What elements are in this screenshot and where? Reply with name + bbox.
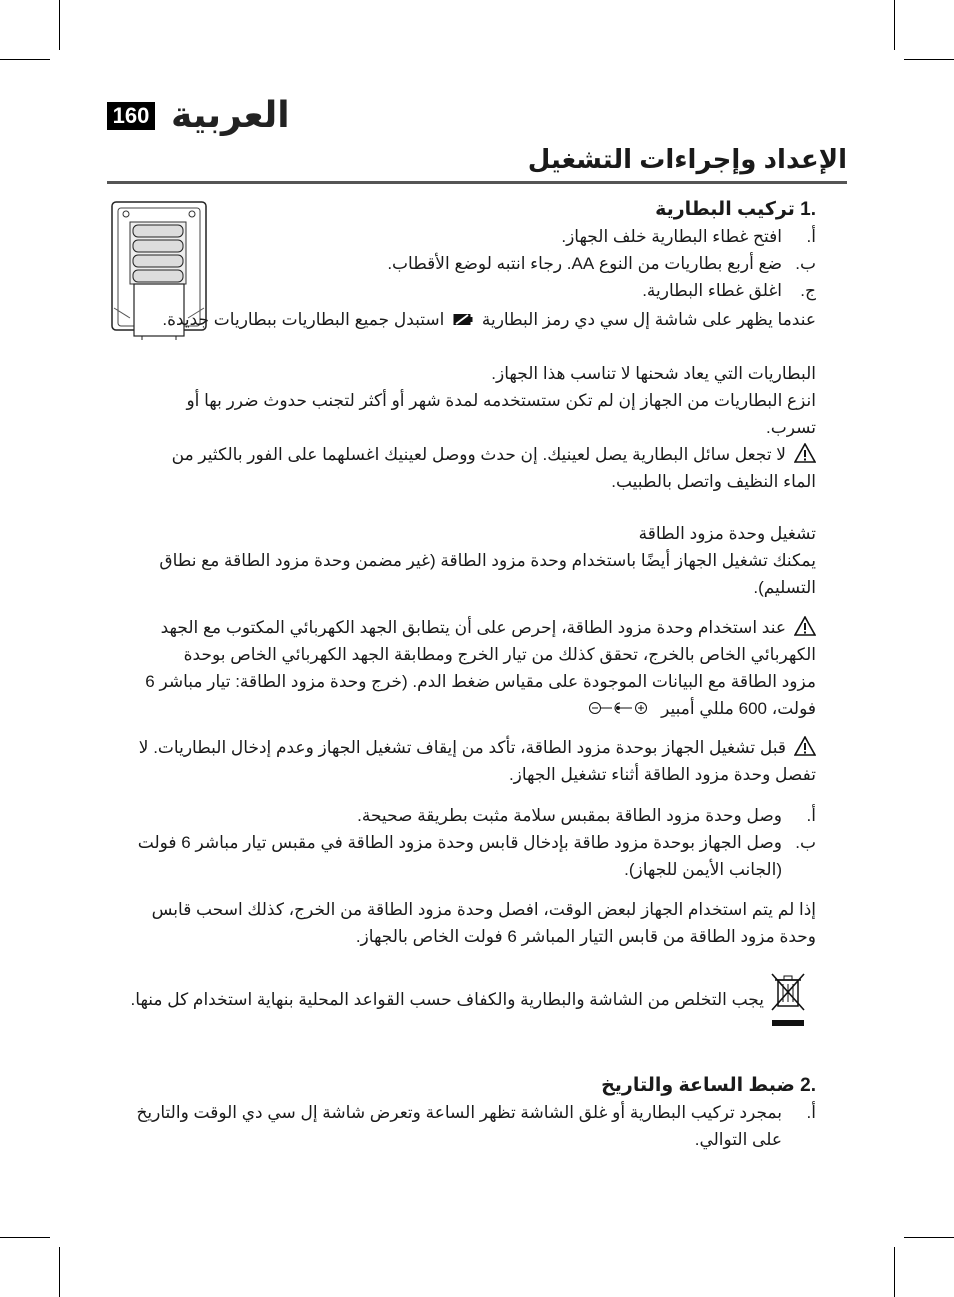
- warning-triangle-icon: [794, 616, 816, 636]
- page-header: [107, 92, 847, 140]
- adapter-warning-2: [106, 734, 816, 788]
- text-line: البطاريات التي يعاد شحنها لا تناسب هذا الجهاز.: [491, 364, 816, 383]
- list-item-text: ضع أربع بطاريات من النوع AA. رجاء انتبه لوضع الأقطاب.: [387, 254, 782, 273]
- text-line: التسليم).: [753, 578, 816, 597]
- crop-mark: [904, 1237, 954, 1238]
- list-item-text: (الجانب الأيمن للجهاز).: [624, 860, 782, 879]
- language-title: العربية: [171, 94, 290, 135]
- time-section: [106, 1072, 816, 1153]
- section-title: الإعداد وإجراءات التشغيل: [527, 144, 847, 174]
- list-marker: ب.: [795, 254, 816, 273]
- text-segment: قبل تشغيل الجهاز بوحدة مزود الطاقة، تأكد من إيقاف تشغيل الجهاز وعدم إدخال البطاريات. لا: [138, 738, 786, 757]
- crop-mark: [0, 59, 50, 60]
- crop-mark: [59, 1247, 60, 1297]
- text-line: الماء النظيف واتصل بالطبيب.: [611, 472, 816, 491]
- text-line: [106, 614, 816, 641]
- list-item: [106, 802, 816, 829]
- crop-mark: [894, 0, 895, 50]
- text-segment: لا تجعل سائل البطارية يصل لعينيك. إن حدث ووصل لعينيك اغسلهما على الفور بالكثير من: [171, 445, 786, 464]
- battery-heading: .1 تركيب البطارية: [655, 199, 816, 220]
- text-line: تفصل وحدة مزود الطاقة أثناء تشغيل الجهاز.: [508, 765, 816, 784]
- crop-mark: [0, 1237, 50, 1238]
- text-segment: استبدل جميع البطاريات ببطاريات جديدة.: [162, 310, 445, 329]
- text-line: يمكنك تشغيل الجهاز أيضًا باستخدام وحدة مزود الطاقة (غير مضمن وحدة مزود الطاقة مع نطاق: [159, 551, 816, 570]
- text-segment: عندما يظهر على شاشة إل سي دي رمز البطارية: [481, 310, 816, 329]
- crop-mark: [894, 1247, 895, 1297]
- text-line: الكهربائي الخاص بالخرج، تحقق كذلك من تيار الخرج ومطابقة الجهد الكهربائي الخاص بوحدة: [183, 645, 816, 664]
- disposal-note: [104, 986, 764, 1013]
- text-line: [106, 695, 816, 722]
- adapter-warning: [106, 614, 816, 722]
- text-line: تسرب.: [765, 418, 816, 437]
- adapter-steps: [106, 802, 816, 883]
- time-heading: .2 ضبط الساعة والتاريخ: [601, 1075, 816, 1096]
- battery-section: [106, 196, 816, 304]
- battery-low-note: [106, 306, 816, 333]
- text-line: مزود الطاقة مع البيانات الموجودة على مقياس ضغط الدم. (خرج وحدة مزود الطاقة: تيار مباشر 6: [145, 672, 816, 691]
- crossed-out-bin-icon: [768, 970, 808, 1030]
- list-item: [106, 223, 816, 250]
- text-line: انزع البطاريات من الجهاز إن لم تكن ستستخدمه لمدة شهر أو أكثر لتجنب حدوث ضرر بها أو: [186, 391, 816, 410]
- list-item: [106, 1099, 816, 1153]
- list-item-text: وصل وحدة مزود الطاقة بمقبس سلامة مثبت بطريقة صحيحة.: [357, 806, 782, 825]
- text-line: وحدة مزود الطاقة من قابس التيار المباشر 6 فولت الخاص بالجهاز.: [355, 927, 816, 946]
- text-segment: عند استخدام وحدة مزود الطاقة، إحرص على أن يتطابق الجهد الكهربائي المكتوب مع الجهد: [160, 618, 786, 637]
- unused-note: [106, 896, 816, 950]
- list-item-text: اغلق غطاء البطارية.: [642, 281, 782, 300]
- text-line: [106, 306, 816, 333]
- crop-mark: [59, 0, 60, 50]
- warning-triangle-icon: [794, 443, 816, 463]
- list-item-text: بمجرد تركيب البطارية أو غلق الشاشة تظهر الساعة وتعرض شاشة إل سي دي الوقت والتاريخ: [136, 1103, 782, 1122]
- text-line: [106, 734, 816, 761]
- list-marker: ج.: [800, 281, 816, 300]
- list-marker: ب.: [795, 833, 816, 852]
- list-marker: أ.: [806, 227, 816, 246]
- text-line: يجب التخلص من الشاشة والبطارية والكفاف حسب القواعد المحلية بنهاية استخدام كل منها.: [130, 990, 764, 1009]
- polarity-symbol-icon: [588, 696, 652, 709]
- list-item-text: على التوالي.: [694, 1130, 782, 1149]
- crop-mark: [904, 59, 954, 60]
- adapter-heading: تشغيل وحدة مزود الطاقة: [638, 524, 816, 543]
- list-item: [106, 250, 816, 277]
- text-line: إذا لم يتم استخدام الجهاز لبعض الوقت، افصل وحدة مزود الطاقة من الخرج، كذلك اسحب قابس: [151, 900, 816, 919]
- battery-low-icon: [453, 307, 473, 320]
- adapter-section: [106, 520, 816, 601]
- title-rule: [107, 181, 847, 184]
- list-item-text: وصل الجهاز بوحدة مزود طاقة بإدخال قابس وحدة مزود الطاقة في مقبس تيار مباشر 6 فولت: [137, 833, 782, 852]
- page-number: 160: [107, 102, 155, 130]
- list-marker: أ.: [806, 806, 816, 825]
- list-item: [106, 277, 816, 304]
- list-item-text: افتح غطاء البطارية خلف الجهاز.: [561, 227, 782, 246]
- list-marker: أ.: [806, 1103, 816, 1122]
- text-segment: فولت، 600 مللي أمبير: [661, 699, 816, 718]
- text-line: [106, 441, 816, 468]
- list-item: [106, 829, 816, 883]
- warning-triangle-icon: [794, 736, 816, 756]
- battery-body: [106, 360, 816, 495]
